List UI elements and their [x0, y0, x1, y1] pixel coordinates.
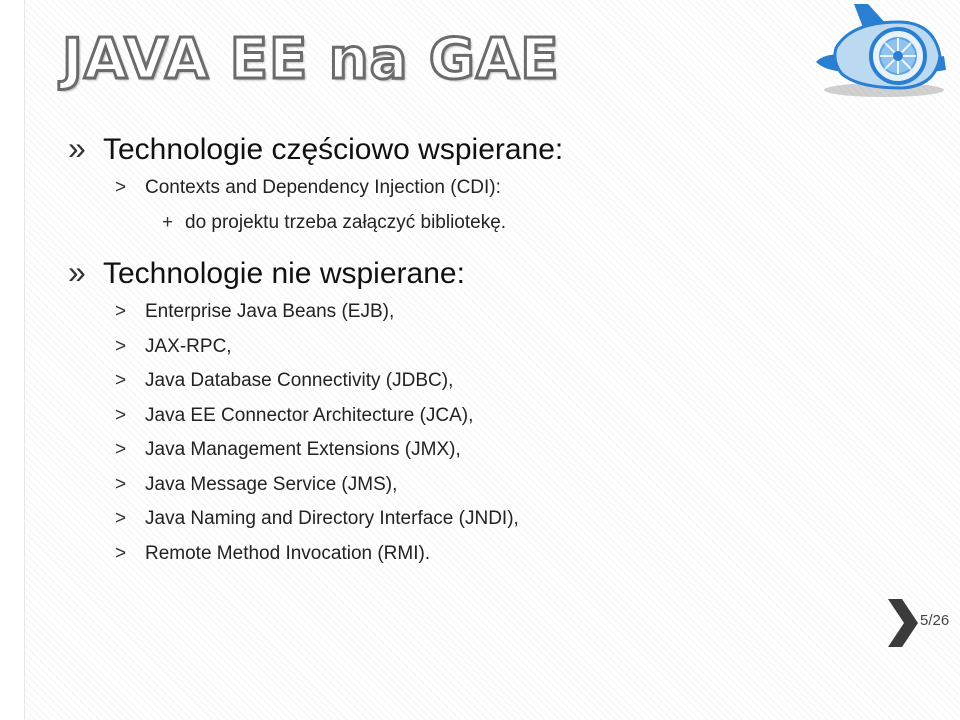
- list-item-text: Enterprise Java Beans (EJB),: [145, 301, 395, 322]
- sub-list-item-text: do projektu trzeba załączyć bibliotekę.: [185, 212, 507, 233]
- list-item-text: Java Database Connectivity (JDBC),: [145, 370, 454, 391]
- list-item: [115, 370, 453, 392]
- page-number: [920, 612, 949, 629]
- heading-text: Technologie nie wspierane:: [103, 257, 465, 290]
- list-item-text: Java Management Extensions (JMX),: [145, 439, 461, 460]
- bullet-marker: >: [115, 336, 127, 357]
- section-heading-partial: [68, 130, 563, 167]
- list-item-text: Contexts and Dependency Injection (CDI):: [145, 177, 501, 198]
- bullet-marker: >: [115, 177, 127, 198]
- section-heading-unsupported: [68, 254, 465, 291]
- list-item-text: Java Message Service (JMS),: [145, 474, 398, 495]
- bullet-marker: >: [115, 508, 127, 529]
- page-separator: /: [928, 612, 933, 629]
- list-item: [115, 543, 430, 565]
- list-item: [115, 301, 394, 323]
- bullet-marker: >: [115, 301, 127, 322]
- list-item-text: Remote Method Invocation (RMI).: [145, 543, 431, 564]
- list-item-text: JAX-RPC,: [145, 336, 232, 357]
- list-item: [115, 474, 397, 496]
- sub-list-item: [162, 212, 506, 234]
- list-item: [115, 439, 461, 461]
- bullet-marker: »: [68, 254, 86, 290]
- list-item: [115, 405, 473, 427]
- list-item: [115, 177, 501, 199]
- bullet-marker: >: [115, 439, 127, 460]
- page-total: 26: [932, 612, 950, 629]
- bullet-marker: >: [115, 543, 127, 564]
- list-item: [115, 336, 232, 358]
- slide-title: JAVA EE na GAE: [62, 27, 560, 92]
- list-item: [115, 508, 519, 530]
- chevron-right-icon[interactable]: [882, 597, 922, 649]
- list-item-text: Java EE Connector Architecture (JCA),: [145, 405, 474, 426]
- bullet-marker: >: [115, 474, 127, 495]
- bullet-marker: »: [68, 130, 86, 166]
- heading-text: Technologie częściowo wspierane:: [103, 133, 564, 166]
- page-current: 5: [920, 612, 929, 629]
- bullet-marker: >: [115, 370, 127, 391]
- bullet-marker: >: [115, 405, 127, 426]
- bullet-marker: +: [162, 212, 174, 233]
- list-item-text: Java Naming and Directory Interface (JNDI),: [145, 508, 519, 529]
